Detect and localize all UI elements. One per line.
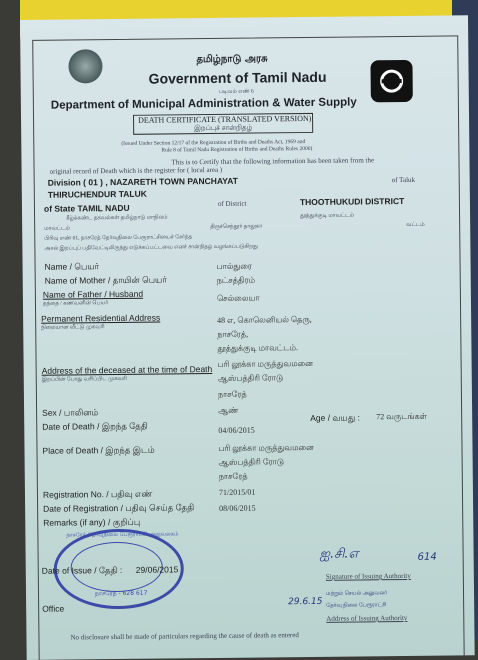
deceased-address-label: Address of the deceased at the time of Death	[41, 364, 213, 376]
sex-value: ஆண்	[218, 405, 239, 415]
app-logo-icon	[370, 60, 412, 102]
remarks-label: Remarks (if any) / குறிப்பு	[43, 516, 141, 528]
mother-label: Name of Mother / தாயின் பெயர்	[44, 274, 167, 286]
registration-no-label: Registration No. / பதிவு எண்	[42, 488, 153, 500]
certificate-title-tamil: இறப்புச் சான்றிதழ்	[194, 123, 253, 133]
deceased-address-label-tamil: இறப்பின் போது வசிப்பிட முகவரி	[41, 375, 128, 383]
header-department: Department of Municipal Administration & Water Supply	[50, 96, 357, 112]
tamil-line4: அசல் இறப்புப் பதிவேட்டிலிருந்து எடுக்கப்பட்டவை எனச் சான்றிதழ் வழங்கப்படுகிறது	[44, 243, 258, 252]
header-government: Government of Tamil Nadu	[148, 68, 327, 87]
place-of-death-line: பரி லூக்கா மருத்துவமனை	[218, 442, 314, 453]
office-label: Office	[42, 603, 65, 614]
certificate-title-box	[133, 113, 313, 135]
signature-handwriting: ஐ.சி.எ	[319, 546, 359, 562]
tamil-line1b: தூத்துக்குடி மாவட்டம்	[300, 212, 355, 220]
father-label-tamil: தந்தை / கணவனின் பெயர்	[42, 300, 109, 307]
date-of-death-value: 04/06/2015	[218, 425, 255, 435]
signature-label: Signature of Issuing Authority	[325, 571, 411, 581]
of-taluk-text: of Taluk	[391, 175, 416, 185]
stamp-outer-text: நாசரேத் தேர்வுநிலை பேரூராட்சி அலுவலகம்	[66, 531, 179, 539]
address-line: தூத்துக்குடி மாவட்டம்.	[217, 343, 299, 353]
taluk-text: THIRUCHENDUR TALUK	[47, 188, 147, 200]
signature-date: 29.6.15	[288, 596, 323, 608]
header-tamil-title: தமிழ்நாடு அரசு	[196, 53, 268, 66]
certify-line0: This is to Certify that the following information has been taken from the	[171, 156, 375, 167]
date-of-issue-value: 29/06/2015	[135, 564, 179, 575]
address-line: 48 எ, கொலெனியல் தெரு,	[217, 314, 312, 325]
registration-no-value: 71/2015/01	[218, 487, 256, 497]
form-number: படிவம் எண் 6	[218, 88, 254, 95]
of-district-text: of District	[217, 199, 247, 208]
tamil-line2c: வட்டம்	[406, 221, 425, 228]
date-of-death-label: Date of Death / இறந்த தேதி	[42, 420, 148, 432]
certificate-title: DEATH CERTIFICATE (TRANSLATED VERSION)	[138, 113, 312, 125]
registration-date-value: 08/06/2015	[219, 503, 256, 513]
date-of-issue-label: Date of Issue / தேதி :	[41, 564, 123, 576]
place-of-death-line: ஆஸ்பத்திரி ரோடு	[218, 457, 285, 467]
deceased-address-line: ஆஸ்பத்திரி ரோடு	[217, 373, 284, 383]
mother-value: நட்சத்திரம்	[216, 275, 256, 285]
address-line: நாசரேத்,	[217, 329, 249, 339]
disclosure-note: No disclosure shall be made of particulars regarding the cause of death as entered	[70, 631, 299, 642]
age-value: 72 வருடங்கள்	[376, 411, 428, 422]
place-of-death-label: Place of Death / இறந்த இடம்	[42, 444, 155, 456]
place-of-death-line: நாசரேத்	[218, 471, 248, 481]
sex-label: Sex / பாலினம்	[42, 407, 99, 418]
rule-text: Rule 8 of Tamil Nadu Registration of Births and Deaths Rules 2000)	[161, 145, 313, 154]
state-text: of State TAMIL NADU	[43, 202, 130, 214]
name-label: Name / பெயர்	[44, 261, 100, 272]
issued-under-text: (Issued Under Section 12/17 of the Registration of Births and Deaths Act, 1969 and	[121, 139, 306, 147]
stamp-bottom-text: நாசரேத் - 628 617	[94, 589, 148, 598]
name-value: பால்துரை	[216, 261, 253, 271]
signature-number: 614	[417, 551, 437, 563]
father-label: Name of Father / Husband	[42, 288, 144, 300]
authority-tamil-2: தேர்வு நிலை பேரூராட்சி	[326, 602, 387, 609]
division-text: Division ( 01 ) , NAZARETH TOWN PANCHAYAT	[47, 175, 238, 188]
tamil-line2: மாவட்டம்	[44, 225, 70, 232]
age-label: Age / வயது :	[310, 412, 360, 423]
certify-line1: original record of Death which is the register for ( local area )	[49, 165, 223, 176]
father-value: செல்லையா	[216, 293, 260, 303]
death-certificate-document	[20, 15, 475, 660]
deceased-address-line: நாசரேத்	[217, 389, 247, 399]
district-text: THOOTHUKUDI DISTRICT	[299, 195, 405, 208]
address-label-tamil: நிலையான வீட்டு முகவரி	[41, 324, 105, 331]
tamil-nadu-emblem-icon	[68, 49, 102, 83]
authority-tamil-1: மற்றும் செயல் அலுவலர்	[325, 590, 388, 597]
tamil-line1: கீழ்க்கண்ட தகவல்கள் தமிழ்நாடு மாநிலம்	[66, 214, 168, 222]
registration-date-label: Date of Registration / பதிவு செய்த தேதி	[43, 502, 195, 514]
address-of-authority-label: Address of Issuing Authority	[326, 613, 408, 623]
address-label: Permanent Residential Address	[41, 312, 161, 324]
deceased-address-line: பரி லூக்கா மருத்துவமனை	[217, 358, 314, 369]
tamil-line3: பிரிவு எண் 01, நாசரேத் தேர்வுநிலை பேரூராட்சியைச் சேர்ந்த	[44, 234, 193, 242]
tamil-line2b: திருச்செந்தூர் தாலுகா	[210, 223, 263, 231]
